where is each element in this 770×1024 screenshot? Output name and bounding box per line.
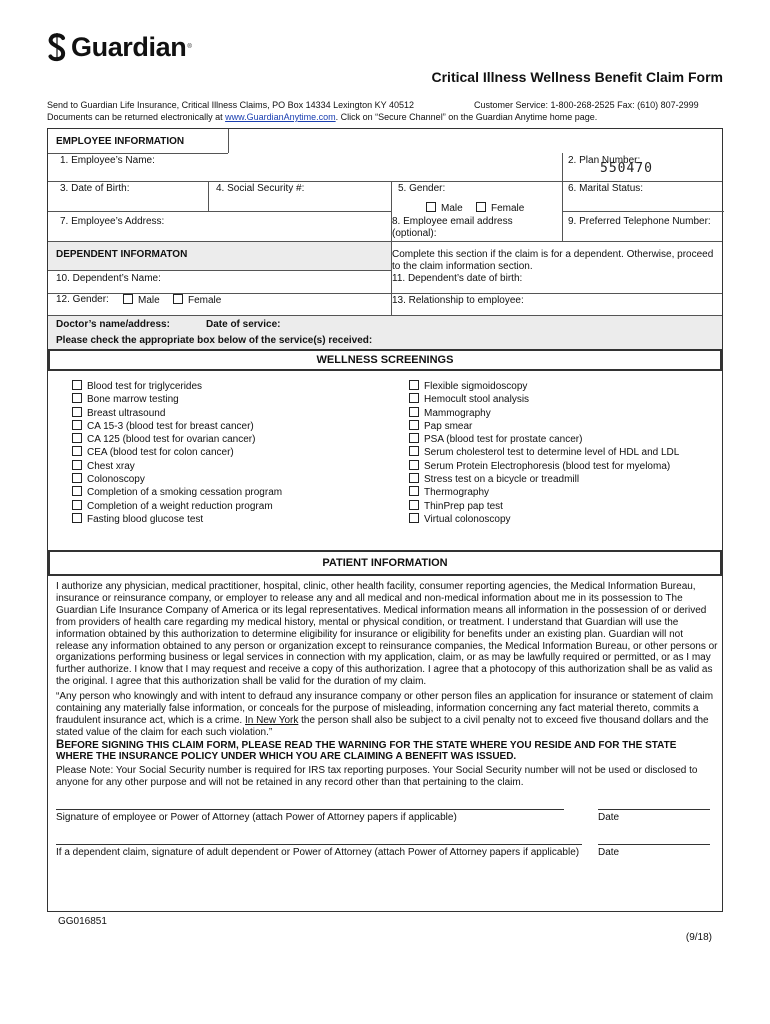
- authorization-text: I authorize any physician, medical practitioner, hospital, clinic, other health facility, consumer reporting agencies, the Medical Information Bureau, insurance or reinsurance company, or employer to release any and all medical and non-medical information about me in its possession to The Guardian Life Insurance Company of America or its legal representatives. Medical information means all information in the possession of or derived from providers of health care regarding my medical history, mental or physical condition, or treatment. I understand that Guardian will use the information obtained by this authorization to determine eligibility for insurance or eligibility for benefits under an existing plan. Guardian will not release any information obtained to any person or organization except to reinsurance companies, the Medical Information Bureau, or other persons or organizations performing business or legal services in connection with my application, claim, or as may be lawfully required or permitted, or as I may further authorize. I know that I may request and receive a copy of this authorization. I agree that a photocopy of this authorization shall be as valid as the original. I agree that this authorization shall be valid for the duration of my claim.: [56, 581, 718, 688]
- wellness-right-item-label: Serum cholesterol test to determine level of HDL and LDL: [424, 447, 680, 459]
- wellness-left-item-label: Chest xray: [87, 460, 135, 472]
- wellness-left-item[interactable]: [72, 407, 282, 420]
- wellness-left-item-label: CA 15-3 (blood test for breast cancer): [87, 420, 254, 432]
- checkbox-icon[interactable]: [72, 393, 82, 403]
- wellness-right-item-label: PSA (blood test for prostate cancer): [424, 434, 583, 446]
- wellness-left-item[interactable]: [72, 380, 282, 393]
- checkbox-icon[interactable]: [72, 380, 82, 390]
- employee-signature-date-line[interactable]: [598, 809, 710, 810]
- wellness-right-item-label: Stress test on a bicycle or treadmill: [424, 474, 580, 486]
- wellness-left-item[interactable]: [72, 433, 282, 446]
- dependent-gender-label: 12. Gender:: [56, 294, 109, 305]
- employee-name-field[interactable]: 1. Employee’s Name:: [60, 155, 155, 166]
- dependent-signature-date-line[interactable]: [598, 844, 710, 845]
- marital-status-field[interactable]: 6. Marital Status:: [568, 183, 644, 194]
- dependent-gender-female[interactable]: Female: [173, 294, 221, 307]
- wellness-left-item[interactable]: [72, 486, 282, 499]
- wellness-screenings-header: WELLNESS SCREENINGS: [48, 349, 722, 371]
- checkbox-icon[interactable]: [409, 393, 419, 403]
- wellness-left-item-label: Bone marrow testing: [87, 394, 179, 406]
- wellness-left-item-label: Completion of a smoking cessation program: [87, 487, 283, 499]
- fraud-warning: “Any person who knowingly and with intent to defraud any insurance company or other person files an application for insurance or statement of claim containing any materially false information, or conceals for the purpose of misleading, information concerning any fact material thereto, commits a fraudulent insurance act, which is a crime. In New York the person shall also be subject to a civil penalty not to exceed five thousand dollars and the stated value of the claim for each such violation.”: [56, 691, 714, 738]
- wellness-right-item-label: Thermography: [424, 487, 490, 499]
- dependent-signature-date-label: Date: [598, 847, 620, 858]
- checkbox-icon[interactable]: [72, 486, 82, 496]
- plan-number-value[interactable]: 550470: [600, 161, 653, 176]
- plan-number-label: 2. Plan Number:: [568, 155, 641, 166]
- employee-gender-male[interactable]: Male: [426, 202, 463, 215]
- employee-signature-line[interactable]: [56, 809, 564, 810]
- dependent-signature-label: If a dependent claim, signature of adult dependent or Power of Attorney (attach Power of Attorney papers if applicable): [56, 847, 580, 858]
- checkbox-icon[interactable]: [409, 433, 419, 443]
- wellness-left-item[interactable]: [72, 473, 282, 486]
- employee-email-field[interactable]: 8. Employee email address (optional):: [392, 216, 513, 239]
- wellness-left-item[interactable]: [72, 500, 282, 513]
- checkbox-icon[interactable]: [409, 420, 419, 430]
- preferred-phone-field[interactable]: 9. Preferred Telephone Number:: [568, 216, 711, 227]
- dependent-gender-male[interactable]: Male: [123, 294, 160, 307]
- checkbox-icon[interactable]: [72, 500, 82, 510]
- guardian-logo-icon: [47, 32, 67, 62]
- employee-section-title: EMPLOYEE INFORMATION: [56, 136, 185, 147]
- service-instruction: Please check the appropriate box below of the service(s) received:: [56, 335, 373, 346]
- wellness-right-item-label: Flexible sigmoidoscopy: [424, 381, 528, 392]
- wellness-left-item-label: Blood test for triglycerides: [87, 381, 203, 392]
- dependent-signature-line[interactable]: [56, 844, 582, 845]
- wellness-list-right: [409, 380, 679, 526]
- date-of-birth-field[interactable]: 3. Date of Birth:: [60, 183, 130, 194]
- wellness-right-item[interactable]: [409, 446, 679, 459]
- checkbox-icon[interactable]: [72, 407, 82, 417]
- wellness-right-item-label: Hemocult stool analysis: [424, 394, 530, 406]
- employee-signature-date-label: Date: [598, 812, 620, 823]
- dependent-section-title: DEPENDENT INFORMATON: [56, 249, 188, 260]
- checkbox-icon[interactable]: [72, 473, 82, 483]
- wellness-right-item-label: Virtual colonoscopy: [424, 513, 511, 525]
- checkbox-icon[interactable]: [72, 433, 82, 443]
- wellness-left-item[interactable]: [72, 446, 282, 459]
- checkbox-icon[interactable]: [72, 420, 82, 430]
- form-code: GG016851: [58, 916, 107, 927]
- wellness-left-item[interactable]: [72, 513, 282, 526]
- employee-gender-female[interactable]: Female: [476, 202, 524, 215]
- patient-information-header: PATIENT INFORMATION: [48, 550, 722, 576]
- wellness-right-item-label: Mammography: [424, 407, 491, 419]
- wellness-right-item-label: Pap smear: [424, 420, 473, 432]
- employee-signature-label: Signature of employee or Power of Attorney (attach Power of Attorney papers if applicable): [56, 812, 457, 823]
- guardian-anytime-link[interactable]: www.GuardianAnytime.com: [225, 112, 336, 122]
- checkbox-icon[interactable]: [409, 446, 419, 456]
- wellness-left-item-label: CEA (blood test for colon cancer): [87, 447, 234, 459]
- checkbox-icon[interactable]: [409, 500, 419, 510]
- wellness-right-item[interactable]: [409, 513, 679, 526]
- wellness-left-item[interactable]: [72, 420, 282, 433]
- relationship-field[interactable]: 13. Relationship to employee:: [392, 295, 524, 306]
- wellness-right-item[interactable]: [409, 460, 679, 473]
- state-warning-heading: BEFORE SIGNING THIS CLAIM FORM, PLEASE READ THE WARNING FOR THE STATE WHERE YOU RESIDE AND FOR THE STATE WHERE THE INSURANCE POLICY UNDER WHICH YOU ARE CLAIMING A BENEFIT WAS ISSUED.: [56, 739, 677, 762]
- checkbox-icon[interactable]: [426, 202, 436, 212]
- checkbox-icon[interactable]: [72, 446, 82, 456]
- doctor-name-address-field[interactable]: Doctor’s name/address:: [56, 319, 170, 330]
- brand-name: Guardian: [71, 31, 187, 62]
- checkbox-icon[interactable]: [173, 294, 183, 304]
- wellness-left-item[interactable]: [72, 393, 282, 406]
- wellness-right-item-label: Serum Protein Electrophoresis (blood test for myeloma): [424, 460, 671, 472]
- guardian-logo: Guardian ®: [47, 30, 192, 64]
- claim-form: [47, 128, 723, 912]
- wellness-right-item[interactable]: [409, 433, 679, 446]
- checkbox-icon[interactable]: [409, 473, 419, 483]
- date-of-service-field[interactable]: Date of service:: [206, 319, 281, 330]
- wellness-right-item[interactable]: [409, 420, 679, 433]
- dependent-dob-field[interactable]: 11. Dependent’s date of birth:: [392, 273, 523, 284]
- checkbox-icon[interactable]: [123, 294, 133, 304]
- form-title: Critical Illness Wellness Benefit Claim Form: [431, 69, 723, 85]
- customer-service-info: Customer Service: 1-800-268-2525 Fax: (610) 807-2999: [474, 100, 699, 110]
- checkbox-icon[interactable]: [409, 486, 419, 496]
- wellness-right-item[interactable]: [409, 407, 679, 420]
- employee-address-field[interactable]: 7. Employee’s Address:: [60, 216, 165, 227]
- wellness-list-left: [72, 380, 282, 526]
- wellness-right-item[interactable]: [409, 486, 679, 499]
- wellness-right-item[interactable]: [409, 393, 679, 406]
- wellness-right-item-label: ThinPrep pap test: [424, 500, 503, 512]
- gender-label: 5. Gender:: [398, 183, 446, 194]
- wellness-left-item[interactable]: [72, 460, 282, 473]
- wellness-left-item-label: Fasting blood glucose test: [87, 513, 204, 525]
- checkbox-icon[interactable]: [72, 460, 82, 470]
- checkbox-icon[interactable]: [409, 513, 419, 523]
- wellness-right-item[interactable]: [409, 500, 679, 513]
- send-to-address: Send to Guardian Life Insurance, Critical Illness Claims, PO Box 14334 Lexington KY 40512: [47, 100, 415, 110]
- ssn-note: Please Note: Your Social Security number is required for IRS tax reporting purposes. Your Social Security number will not be used or disclosed to anyone for any other purpose and will not be retained in any record other than that pertaining to the claim.: [56, 765, 698, 788]
- wellness-right-item[interactable]: [409, 380, 679, 393]
- dependent-note: Complete this section if the claim is for a dependent. Otherwise, proceed to the claim information section.: [392, 249, 714, 272]
- documents-instructions: Documents can be returned electronically at www.GuardianAnytime.com. Click on “Secure Channel” on the Guardian Anytime home page.: [47, 112, 598, 122]
- wellness-left-item-label: Colonoscopy: [87, 474, 145, 486]
- form-version: (9/18): [685, 932, 712, 943]
- wellness-right-item[interactable]: [409, 473, 679, 486]
- wellness-left-item-label: Completion of a weight reduction program: [87, 500, 273, 512]
- wellness-left-item-label: Breast ultrasound: [87, 407, 166, 419]
- wellness-left-item-label: CA 125 (blood test for ovarian cancer): [87, 434, 256, 446]
- dependent-name-field[interactable]: 10. Dependent’s Name:: [56, 273, 161, 284]
- checkbox-icon[interactable]: [72, 513, 82, 523]
- checkbox-icon[interactable]: [409, 407, 419, 417]
- checkbox-icon[interactable]: [409, 380, 419, 390]
- checkbox-icon[interactable]: [476, 202, 486, 212]
- social-security-field[interactable]: 4. Social Security #:: [216, 183, 305, 194]
- checkbox-icon[interactable]: [409, 460, 419, 470]
